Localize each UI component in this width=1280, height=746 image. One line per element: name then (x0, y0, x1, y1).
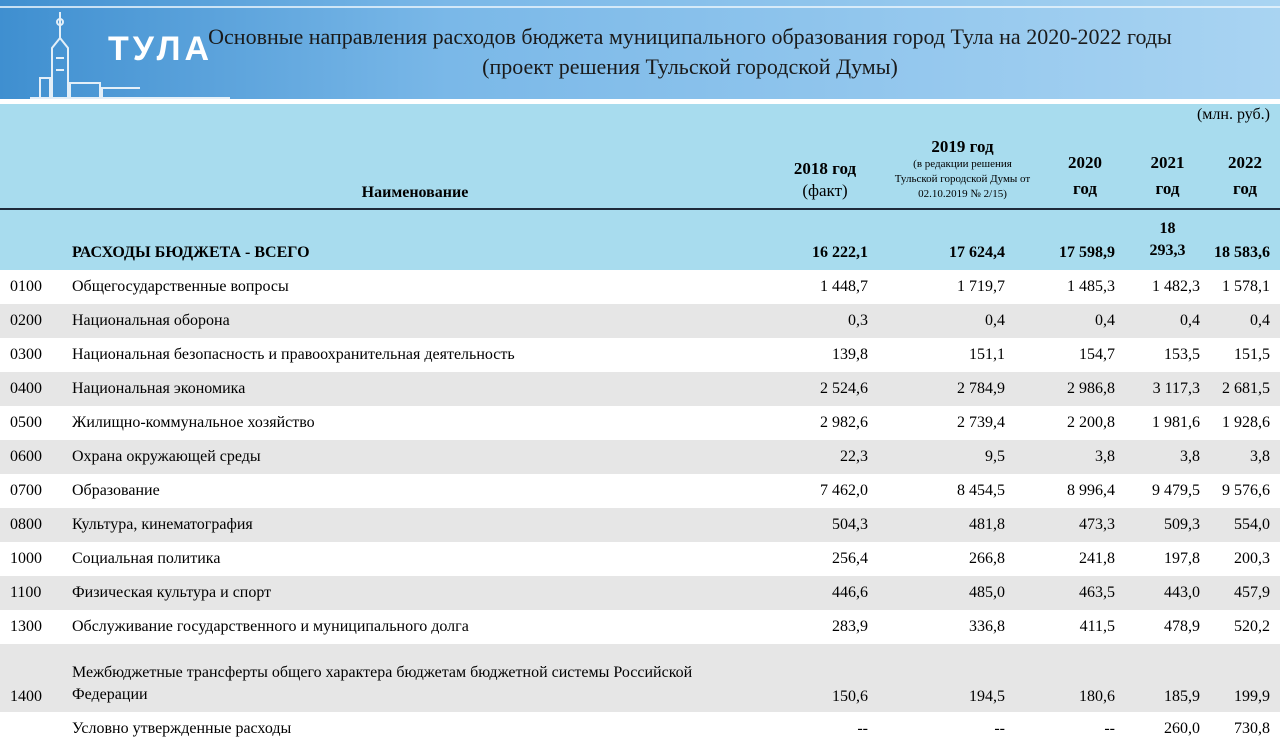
table-row (0, 542, 1280, 576)
header-2018-sub: (факт) (802, 181, 848, 200)
header-name: Наименование (60, 104, 770, 209)
row-value-2018: 139,8 (832, 346, 868, 363)
total-2021-part1: 18 (1159, 220, 1176, 237)
row-value-2018: 256,4 (832, 550, 868, 567)
header-2019 (880, 104, 1045, 209)
table-row (0, 610, 1280, 644)
row-value-2018: 150,6 (770, 644, 880, 712)
header-2019-label: 2019 год (931, 137, 994, 156)
row-value-2020: 3,8 (1045, 440, 1125, 474)
row-name: Охрана окружающей среды (60, 440, 770, 474)
header-2022-year: 2022 (1228, 153, 1262, 172)
row-name: Жилищно-коммунальное хозяйство (72, 414, 315, 431)
row-value-2020: 180,6 (1045, 644, 1125, 712)
row-value-2019: 481,8 (880, 508, 1045, 542)
row-value-2022: 554,0 (1210, 508, 1280, 542)
row-code: 0200 (0, 304, 60, 338)
row-value-2019: 9,5 (880, 440, 1045, 474)
table-row (0, 644, 1280, 712)
table-row (0, 440, 1280, 474)
row-value-2019: 336,8 (969, 618, 1005, 635)
row-code: 1000 (10, 550, 42, 567)
row-value-2021: 0,4 (1125, 304, 1210, 338)
total-2021-part2: 293,3 (1149, 242, 1186, 259)
row-name: Общегосударственные вопросы (72, 278, 289, 295)
row-name: Социальная политика (72, 550, 221, 567)
row-value-2018: 1 448,7 (820, 278, 868, 295)
row-value-2020: 411,5 (1079, 618, 1115, 635)
row-value-2021: 185,9 (1125, 644, 1210, 712)
total-2022: 18 583,6 (1210, 209, 1280, 270)
row-value-2019: -- (994, 720, 1005, 737)
row-value-2018: -- (857, 720, 868, 737)
header-banner (0, 0, 1280, 100)
row-value-2020: 2 986,8 (1045, 372, 1125, 406)
row-value-2022: 730,8 (1234, 720, 1270, 737)
row-value-2021: 478,9 (1164, 618, 1200, 635)
row-value-2020: 1 485,3 (1067, 278, 1115, 295)
row-value-2022: 151,5 (1234, 346, 1270, 363)
row-name: Образование (72, 482, 160, 499)
total-name: РАСХОДЫ БЮДЖЕТА - ВСЕГО (60, 209, 770, 270)
row-code: 0400 (0, 372, 60, 406)
total-2018: 16 222,1 (770, 209, 880, 270)
row-code: 1300 (10, 618, 42, 635)
row-value-2022: 0,4 (1210, 304, 1280, 338)
row-value-2018: 504,3 (770, 508, 880, 542)
row-value-2019: 266,8 (969, 550, 1005, 567)
header-2020 (1045, 104, 1125, 209)
row-name: Национальная экономика (60, 372, 770, 406)
header-2020-year: 2020 (1068, 153, 1102, 172)
budget-table (0, 104, 1280, 746)
header-2018 (770, 104, 880, 209)
table-row (0, 712, 1280, 746)
row-value-2022: 1 578,1 (1222, 278, 1270, 295)
row-value-2022: 457,9 (1210, 576, 1280, 610)
row-code: 0300 (10, 346, 42, 363)
row-value-2019: 151,1 (969, 346, 1005, 363)
row-value-2021: 153,5 (1164, 346, 1200, 363)
row-value-2018: 7 462,0 (820, 482, 868, 499)
row-value-2022: 3,8 (1210, 440, 1280, 474)
row-value-2018: 0,3 (770, 304, 880, 338)
row-value-2022: 2 681,5 (1210, 372, 1280, 406)
row-value-2021: 9 479,5 (1152, 482, 1200, 499)
row-code (0, 712, 60, 746)
row-code: 0700 (10, 482, 42, 499)
row-name: Культура, кинематография (60, 508, 770, 542)
row-value-2019: 485,0 (880, 576, 1045, 610)
header-2020-word: год (1073, 179, 1097, 198)
row-value-2021: 1 981,6 (1152, 414, 1200, 431)
row-value-2021: 197,8 (1164, 550, 1200, 567)
title-line-2: (проект решения Тульской городской Думы) (482, 54, 898, 79)
table-header-row (0, 104, 1280, 209)
row-value-2020: 463,5 (1045, 576, 1125, 610)
table-row (0, 372, 1280, 406)
row-name: Межбюджетные трансферты общего характера бюджетам бюджетной системы Российской Федерации (60, 644, 770, 712)
row-value-2020: -- (1104, 720, 1115, 737)
row-value-2020: 8 996,4 (1067, 482, 1115, 499)
header-2021-year: 2021 (1150, 153, 1185, 172)
row-value-2018: 2 982,6 (820, 414, 868, 431)
row-value-2022: 200,3 (1234, 550, 1270, 567)
row-value-2019: 2 784,9 (880, 372, 1045, 406)
row-value-2018: 22,3 (770, 440, 880, 474)
row-value-2019: 8 454,5 (957, 482, 1005, 499)
row-code: 0500 (10, 414, 42, 431)
row-value-2022: 520,2 (1234, 618, 1270, 635)
total-code (0, 209, 60, 270)
row-value-2021: 509,3 (1125, 508, 1210, 542)
row-name: Условно утвержденные расходы (72, 720, 292, 737)
row-value-2018: 2 524,6 (770, 372, 880, 406)
units-label: (млн. руб.) (1196, 106, 1270, 123)
row-code: 1100 (0, 576, 60, 610)
total-2019: 17 624,4 (880, 209, 1045, 270)
row-value-2022: 1 928,6 (1222, 414, 1270, 431)
row-value-2019: 2 739,4 (957, 414, 1005, 431)
header-2018-label: 2018 год (793, 159, 857, 178)
table-row (0, 338, 1280, 372)
row-name: Национальная оборона (60, 304, 770, 338)
row-value-2022: 9 576,6 (1222, 482, 1270, 499)
row-name: Физическая культура и спорт (60, 576, 770, 610)
row-value-2019: 194,5 (880, 644, 1045, 712)
total-2021 (1125, 209, 1210, 270)
row-value-2018: 446,6 (770, 576, 880, 610)
header-2021-word: год (1155, 179, 1180, 198)
header-2022-word: год (1233, 179, 1257, 198)
row-value-2021: 3 117,3 (1125, 372, 1210, 406)
row-value-2020: 241,8 (1079, 550, 1115, 567)
row-value-2021: 3,8 (1125, 440, 1210, 474)
table-row (0, 406, 1280, 440)
row-code: 0600 (0, 440, 60, 474)
header-code (0, 104, 60, 209)
table-row (0, 474, 1280, 508)
row-code: 0800 (0, 508, 60, 542)
logo-text: ТУЛА (108, 30, 214, 68)
row-name: Национальная безопасность и правоохранительная деятельность (72, 346, 515, 363)
row-code: 0100 (10, 278, 42, 295)
total-row (0, 209, 1280, 270)
header-2019-note: (в редакции решения Тульской городской Думы от 02.10.2019 № 2/15) (894, 158, 1031, 200)
table-row (0, 304, 1280, 338)
table-row (0, 508, 1280, 542)
banner-separator (0, 99, 1280, 100)
table-row (0, 270, 1280, 304)
page-title (150, 22, 1230, 82)
row-value-2020: 154,7 (1079, 346, 1115, 363)
row-name: Обслуживание государственного и муниципального долга (72, 618, 469, 635)
row-value-2022: 199,9 (1210, 644, 1280, 712)
row-value-2021: 260,0 (1164, 720, 1200, 737)
row-code: 1400 (0, 644, 60, 712)
row-value-2020: 0,4 (1045, 304, 1125, 338)
row-value-2021: 1 482,3 (1152, 278, 1200, 295)
row-value-2018: 283,9 (832, 618, 868, 635)
title-line-1: Основные направления расходов бюджета муниципального образования город Тула на 2020-2022 годы (208, 24, 1172, 49)
row-value-2019: 0,4 (880, 304, 1045, 338)
table-row (0, 576, 1280, 610)
row-value-2020: 2 200,8 (1067, 414, 1115, 431)
row-value-2019: 1 719,7 (957, 278, 1005, 295)
row-value-2021: 443,0 (1125, 576, 1210, 610)
total-2020: 17 598,9 (1045, 209, 1125, 270)
row-value-2020: 473,3 (1045, 508, 1125, 542)
